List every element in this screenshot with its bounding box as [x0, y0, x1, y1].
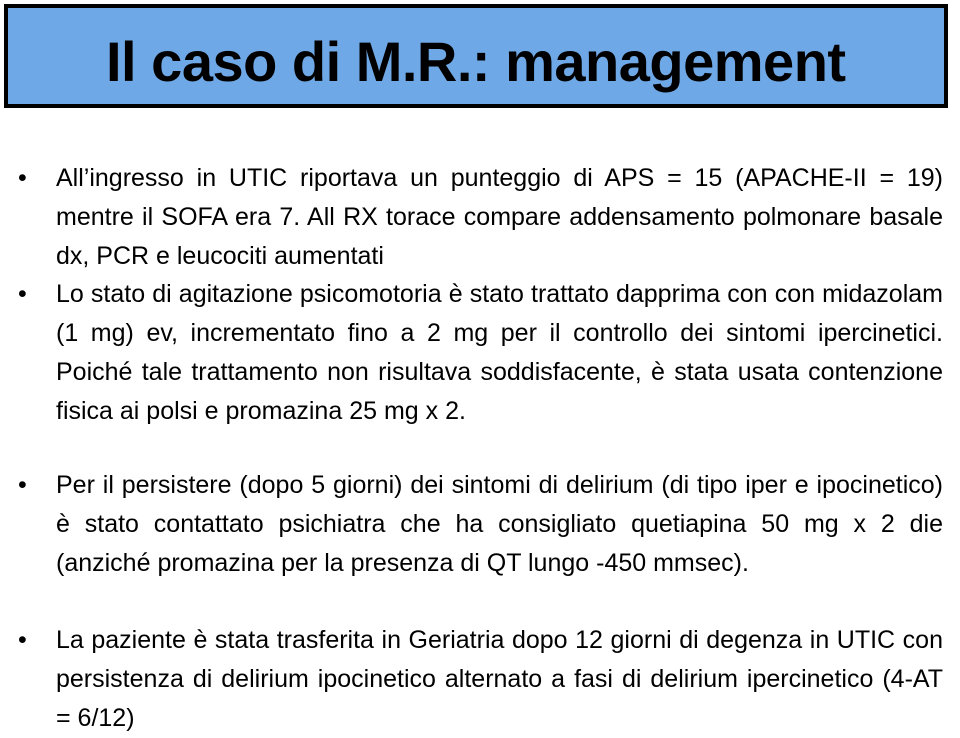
bullet-item-delirium-persistence: [18, 466, 943, 583]
bullet-marker: •: [18, 626, 27, 654]
bullet-item-agitation-treatment: [18, 275, 943, 431]
bullet-marker: •: [18, 471, 27, 499]
bullet-text: Per il persistere (dopo 5 giorni) dei sintomi di delirium (di tipo iper e ipocinetico) è stato contattato psichiatra che ha consigliato quetiapina 50 mg x 2 die (anziché promazina per la presenza di QT lungo -450 mmsec).: [56, 471, 943, 577]
bullet-text: La paziente è stata trasferita in Geriatria dopo 12 giorni di degenza in UTIC con persistenza di delirium ipocinetico alternato a fasi di delirium ipercinetico (4-AT = 6/12): [56, 626, 943, 732]
bullet-text: All’ingresso in UTIC riportava un punteggio di APS = 15 (APACHE-II = 19) mentre il SOFA era 7. All RX torace compare addensamento polmonare basale dx, PCR e leucociti aumentati: [56, 164, 943, 270]
bullet-marker: •: [18, 164, 27, 192]
bullet-marker: •: [18, 280, 27, 308]
bullet-item-transfer: [18, 621, 943, 738]
bullet-item-admission: [18, 159, 943, 276]
bullet-text: Lo stato di agitazione psicomotoria è stato trattato dapprima con con midazolam (1 mg) ev, incrementato fino a 2 mg per il controllo dei sintomi ipercinetici. Poiché tale trattamento non risultava soddisfacente, è stata usata contenzione fisica ai polsi e promazina 25 mg x 2.: [56, 280, 943, 425]
slide-title: Il caso di M.R.: management: [106, 30, 846, 93]
